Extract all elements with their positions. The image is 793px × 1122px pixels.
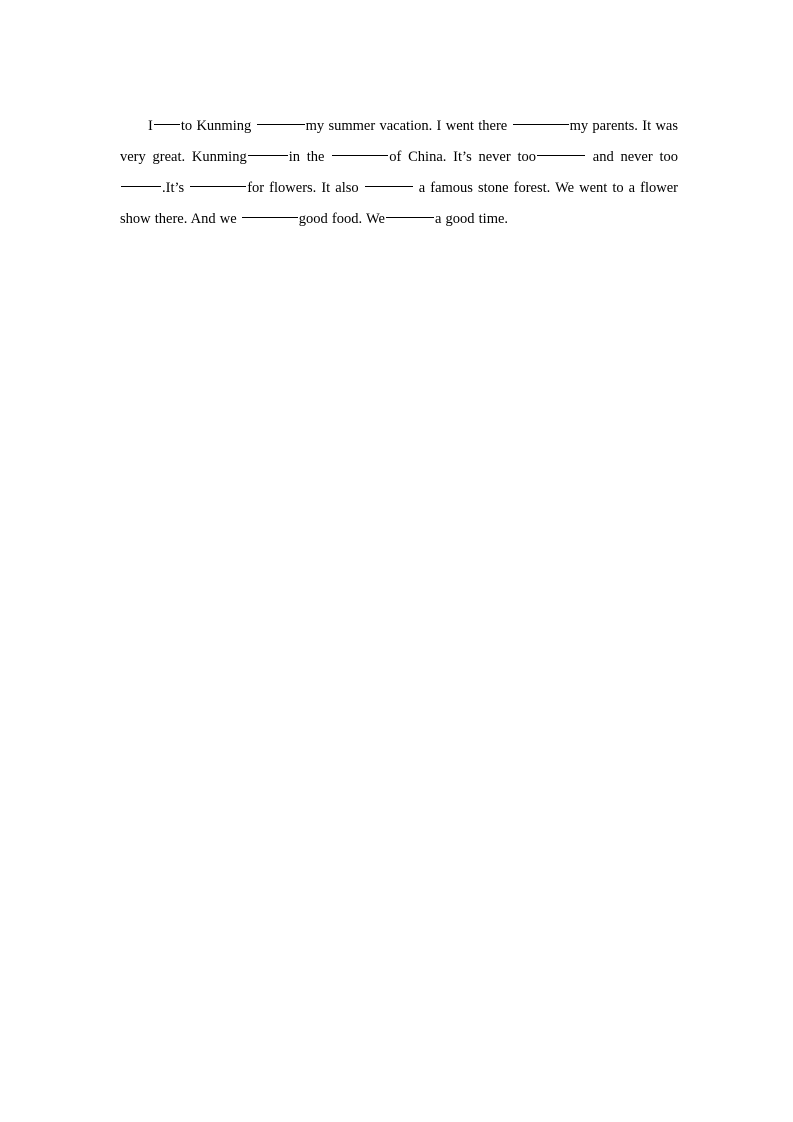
answer-blank[interactable]: [248, 142, 288, 156]
paragraph-text: and never too: [586, 148, 678, 165]
answer-blank[interactable]: [242, 204, 298, 218]
paragraph-text: .It’s: [162, 179, 190, 196]
answer-blank[interactable]: [121, 173, 161, 187]
paragraph-text: my parents. It was very great. Kunming: [120, 117, 678, 165]
paragraph-text: of China. It’s never too: [389, 148, 536, 165]
answer-blank[interactable]: [154, 111, 180, 125]
answer-blank[interactable]: [537, 142, 585, 156]
paragraph-text: I: [148, 117, 153, 134]
answer-blank[interactable]: [332, 142, 388, 156]
paragraph-text: a famous stone forest. We went to a flower show there. And we: [120, 179, 679, 227]
answer-blank[interactable]: [365, 173, 413, 187]
paragraph-text: for flowers. It also: [247, 179, 364, 196]
paragraph-text: good food. We: [298, 210, 385, 227]
paragraph-text: to Kunming: [180, 117, 256, 134]
paragraph-text: in the: [288, 148, 332, 165]
cloze-paragraph: [120, 111, 678, 235]
answer-blank[interactable]: [513, 111, 569, 125]
paragraph-text: my summer vacation. I went there: [305, 117, 512, 134]
answer-blank[interactable]: [190, 173, 246, 187]
paragraph-text: a good time.: [434, 210, 509, 227]
answer-blank[interactable]: [257, 111, 305, 125]
answer-blank[interactable]: [386, 204, 434, 218]
document-content: [120, 96, 678, 249]
